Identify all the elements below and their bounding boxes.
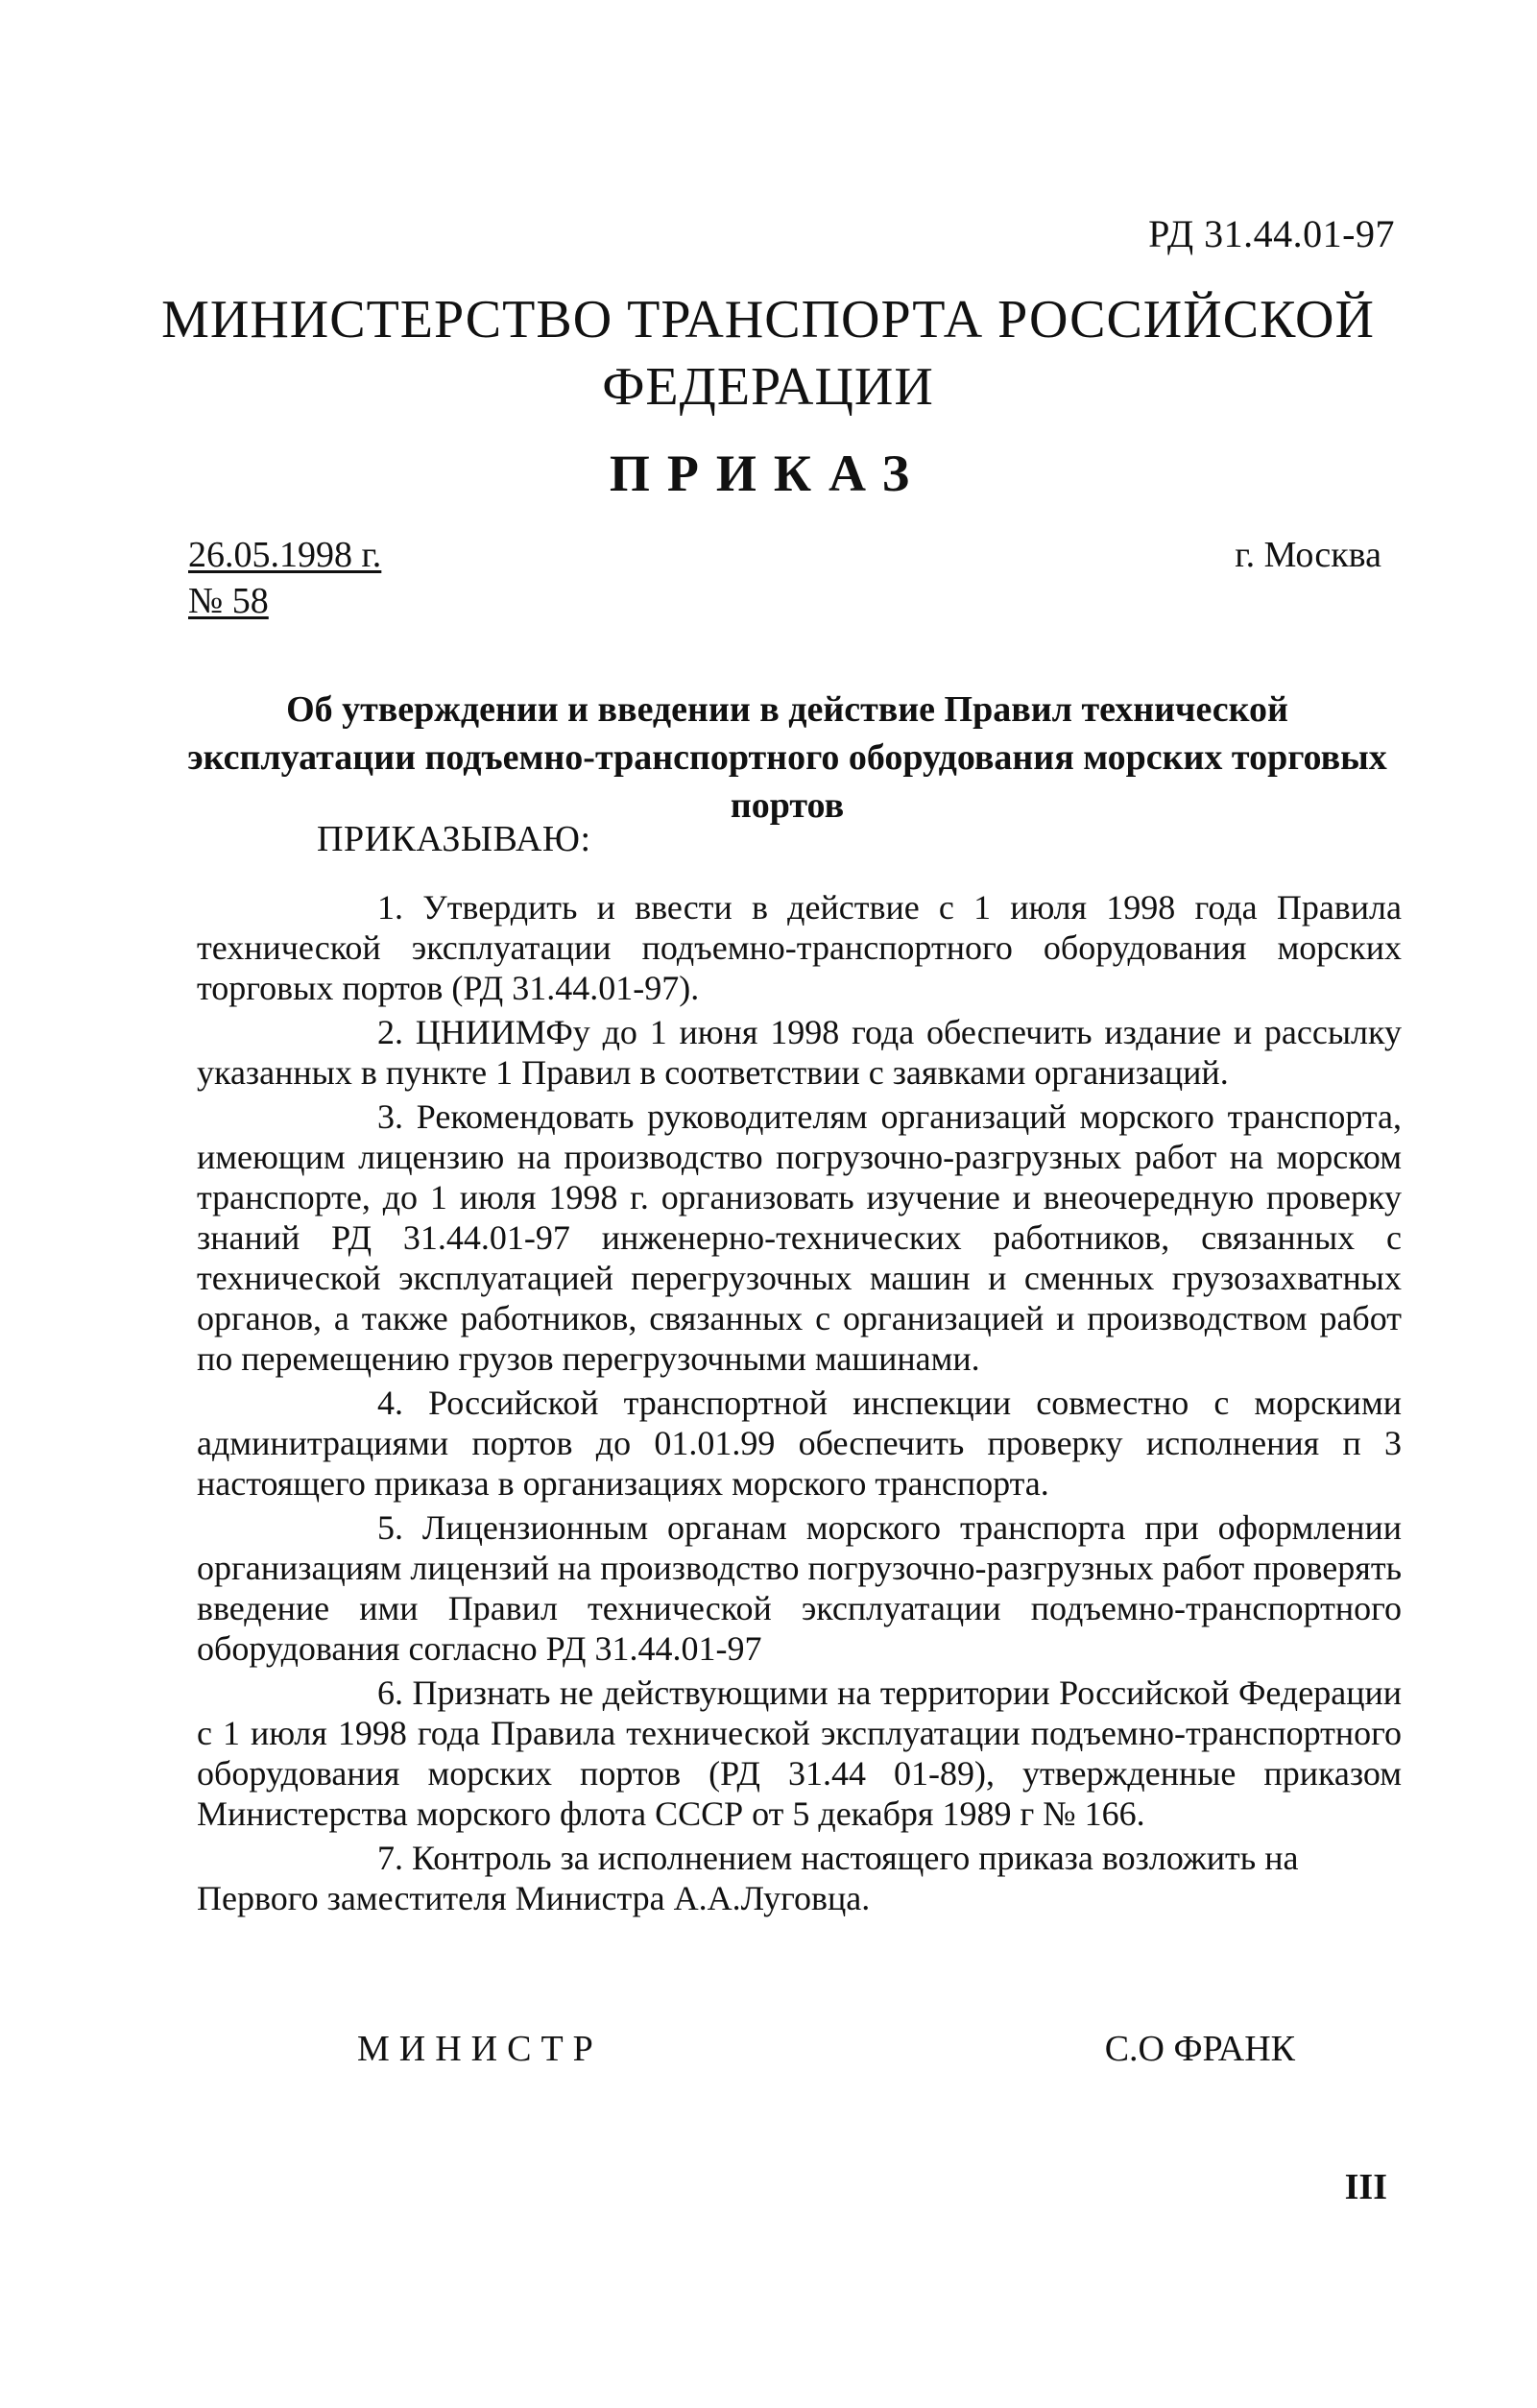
order-item-5: 5. Лицензионным органам морского транспорта при оформлении организациям лицензий на производство погрузочно-разгрузных работ проверять введение ими Правил технической эксплуатации подъемно-транспортного оборудования согласно РД 31.44.01-97 xyxy=(197,1508,1402,1668)
order-item-3: 3. Рекомендовать руководителям организаций морского транспорта, имеющим лицензию на производство погрузочно-разгрузных работ на морском транспорте, до 1 июля 1998 г. организовать изучение и внеочередную проверку знаний РД 31.44.01-97 инженерно-технических работников, связанных с технической эксплуатацией перегрузочных машин и сменных грузозахватных органов, а также работников, связанных с организацией и производством работ по перемещению грузов перегрузочными машинами. xyxy=(197,1097,1402,1378)
ministry-title: МИНИСТЕРСТВО ТРАНСПОРТА РОССИЙСКОЙ ФЕДЕРАЦИИ xyxy=(161,290,1375,417)
page-number: III xyxy=(1344,2167,1387,2207)
signature-title: МИНИСТР xyxy=(357,2029,603,2069)
order-item-1: 1. Утвердить и ввести в действие с 1 июля 1998 года Правила технической эксплуатации подъемно-транспортного оборудования морских торговых портов (РД 31.44.01-97). xyxy=(197,888,1402,1007)
order-date: 26.05.1998 г. xyxy=(188,535,382,575)
order-body xyxy=(197,887,1402,1922)
order-number: № 58 xyxy=(188,581,269,621)
order-item-7: 7. Контроль за исполнением настоящего приказа возложить на Первого заместителя Министра А.А.Луговца. xyxy=(197,1839,1299,1917)
order-city: г. Москва xyxy=(1235,535,1381,575)
order-item-4: 4. Российской транспортной инспекции совместно с морскими админитрациями портов до 01.01.99 обеспечить проверку исполнения п 3 настоящего приказа в организациях морского транспорта. xyxy=(197,1384,1402,1503)
order-item-2: 2. ЦНИИМФу до 1 июня 1998 года обеспечить издание и рассылку указанных в пункте 1 Правил в соответствии с заявками организаций. xyxy=(197,1013,1402,1092)
document-code: РД 31.44.01-97 xyxy=(1148,212,1395,255)
order-title: ПРИКАЗ xyxy=(609,445,927,502)
signature-name: С.О ФРАНК xyxy=(1104,2029,1295,2069)
order-item-6: 6. Признать не действующими на территории Российской Федерации с 1 июля 1998 года Правила технической эксплуатации подъемно-транспортного оборудования морских портов (РД 31.44 01-89), утвержденные приказом Министерства морского флота СССР от 5 декабря 1989 г № 166. xyxy=(197,1674,1402,1833)
order-subject: Об утверждении и введении в действие Правил технической эксплуатации подъемно-транспортного оборудования морских торговых портов xyxy=(187,689,1387,826)
order-directive: ПРИКАЗЫВАЮ: xyxy=(317,819,591,859)
